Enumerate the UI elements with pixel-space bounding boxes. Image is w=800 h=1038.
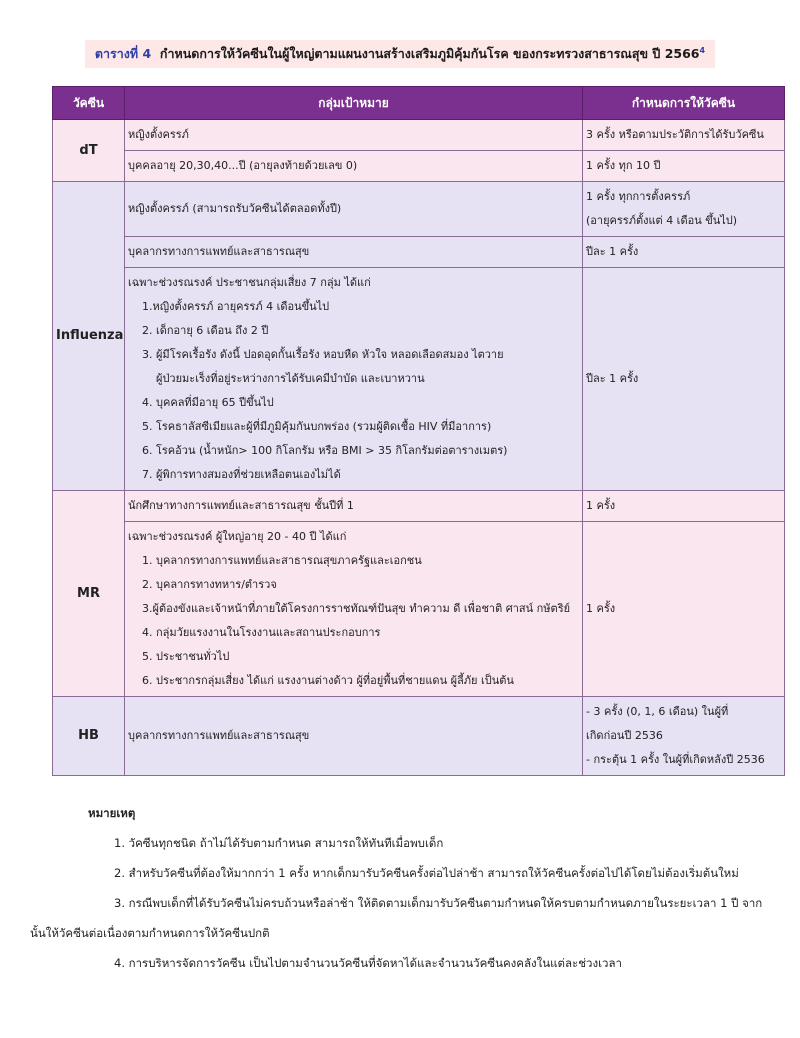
header-schedule: กำหนดการให้วัคซีน: [583, 87, 785, 120]
schedule-line: - กระตุ้น 1 ครั้ง ในผู้ที่เกิดหลังปี 2536: [586, 753, 765, 766]
list-item: 1. บุคลากรทางการแพทย์และสาธารณสุขภาครัฐและเอกชน: [142, 554, 422, 567]
schedule-cell: ปีละ 1 ครั้ง: [583, 237, 785, 268]
target-cell: บุคลากรทางการแพทย์และสาธารณสุข: [125, 697, 583, 776]
vaccine-name-mr: MR: [53, 491, 125, 697]
list-item: 4. บุคคลที่มีอายุ 65 ปีขึ้นไป: [142, 396, 274, 409]
list-item: 3.ผู้ต้องขังและเจ้าหน้าที่ภายใต้โครงการราชทัณฑ์ปันสุข ทำความ ดี เพื่อชาติ ศาสน์ กษัตริย์: [142, 602, 571, 615]
schedule-cell: 1 ครั้ง ทุก 10 ปี: [583, 151, 785, 182]
schedule-line: - 3 ครั้ง (0, 1, 6 เดือน) ในผู้ที่: [586, 705, 729, 718]
schedule-cell: 3 ครั้ง หรือตามประวัติการได้รับวัคซีน: [583, 120, 785, 151]
notes-section: [30, 798, 770, 978]
list-item: 6. โรคอ้วน (น้ำหนัก> 100 กิโลกรัม หรือ BMI > 35 กิโลกรัมต่อตารางเมตร): [142, 444, 508, 457]
table-row: [53, 697, 785, 776]
table-number: ตารางที่ 4: [94, 46, 152, 61]
list-item: ผู้ป่วยมะเร็งที่อยู่ระหว่างการได้รับเคมีบำบัด และเบาหวาน: [156, 372, 425, 385]
list-item: 6. ประชากรกลุ่มเสี่ยง ได้แก่ แรงงานต่างด้าว ผู้ที่อยู่พื้นที่ชายแดน ผู้ลี้ภัย เป็นต้น: [142, 674, 514, 687]
schedule-line: (อายุครรภ์ตั้งแต่ 4 เดือน ขึ้นไป): [586, 214, 738, 227]
table-row: [53, 268, 785, 491]
note-3: 3. กรณีพบเด็กที่ได้รับวัคซีนไม่ครบถ้วนหรือล่าช้า ให้ติดตามเด็กมารับวัคซีนตามกำหนดให้ครบตามกำหนดภายในระยะเวลา 1 ปี จากนั้นให้วัคซีนต่อเนื่องตามกำหนดการให้วัคซีนปกติ: [30, 896, 763, 940]
schedule-line: เกิดก่อนปี 2536: [586, 729, 663, 742]
title-footnote: 4: [699, 45, 706, 55]
group-intro: เฉพาะช่วงรณรงค์ ประชาชนกลุ่มเสี่ยง 7 กลุ่ม ได้แก่: [128, 276, 371, 289]
table-row: [53, 120, 785, 151]
table-row: [53, 237, 785, 268]
schedule-cell: 1 ครั้ง: [583, 522, 785, 697]
target-cell: นักศึกษาทางการแพทย์และสาธารณสุข ชั้นปีที่ 1: [125, 491, 583, 522]
vaccine-name-dt: dT: [53, 120, 125, 182]
schedule-cell: [583, 182, 785, 237]
table-title: [85, 40, 715, 68]
target-cell: บุคลากรทางการแพทย์และสาธารณสุข: [125, 237, 583, 268]
schedule-line: 1 ครั้ง ทุกการตั้งครรภ์: [586, 190, 691, 203]
table-row: [53, 151, 785, 182]
note-4: 4. การบริหารจัดการวัคซีน เป็นไปตามจำนวนวัคซีนที่จัดหาได้และจำนวนวัคซีนคงคลังในแต่ละช่วงเวลา: [114, 956, 622, 970]
table-title-text: กำหนดการให้วัคซีนในผู้ใหญ่ตามแผนงานสร้างเสริมภูมิคุ้มกันโรค ของกระทรวงสาธารณสุข ปี 2566: [159, 46, 700, 61]
list-item: 4. กลุ่มวัยแรงงานในโรงงานและสถานประกอบการ: [142, 626, 381, 639]
notes-heading: หมายเหตุ: [88, 806, 136, 820]
schedule-cell: 1 ครั้ง: [583, 491, 785, 522]
list-item: 5. โรคธาลัสซีเมียและผู้ที่มีภูมิคุ้มกันบกพร่อง (รวมผู้ติดเชื้อ HIV ที่มีอาการ): [142, 420, 492, 433]
list-item: 1.หญิงตั้งครรภ์ อายุครรภ์ 4 เดือนขึ้นไป: [142, 300, 330, 313]
table-row: [53, 522, 785, 697]
title-wrap: [0, 40, 800, 68]
group-intro: เฉพาะช่วงรณรงค์ ผู้ใหญ่อายุ 20 - 40 ปี ได้แก่: [128, 530, 347, 543]
target-cell: [125, 268, 583, 491]
note-2: 2. สำหรับวัคซีนที่ต้องให้มากกว่า 1 ครั้ง หากเด็กมารับวัคซีนครั้งต่อไปล่าช้า สามารถให้วัคซีนครั้งต่อไปได้โดยไม่ต้องเริ่มต้นใหม่: [114, 866, 739, 880]
list-item: 3. ผู้มีโรคเรื้อรัง ดังนี้ ปอดอุดกั้นเรื้อรัง หอบหืด หัวใจ หลอดเลือดสมอง ไตวาย: [142, 348, 504, 361]
note-1: 1. วัคซีนทุกชนิด ถ้าไม่ได้รับตามกำหนด สามารถให้ทันทีเมื่อพบเด็ก: [114, 836, 444, 850]
target-cell: หญิงตั้งครรภ์: [125, 120, 583, 151]
target-cell: [125, 522, 583, 697]
vaccine-name-influenza: Influenza: [53, 182, 125, 491]
list-item: 5. ประชาชนทั่วไป: [142, 650, 230, 663]
target-cell: บุคคลอายุ 20,30,40...ปี (อายุลงท้ายด้วยเลข 0): [125, 151, 583, 182]
vaccine-schedule-table: [52, 86, 785, 776]
header-vaccine: วัคซีน: [53, 87, 125, 120]
list-item: 2. บุคลากรทางทหาร/ตำรวจ: [142, 578, 277, 591]
schedule-cell: [583, 697, 785, 776]
list-item: 2. เด็กอายุ 6 เดือน ถึง 2 ปี: [142, 324, 269, 337]
list-item: 7. ผู้พิการทางสมองที่ช่วยเหลือตนเองไม่ได้: [142, 468, 341, 481]
vaccine-name-hb: HB: [53, 697, 125, 776]
header-target: กลุ่มเป้าหมาย: [125, 87, 583, 120]
table-row: [53, 491, 785, 522]
schedule-cell: ปีละ 1 ครั้ง: [583, 268, 785, 491]
target-cell: หญิงตั้งครรภ์ (สามารถรับวัคซีนได้ตลอดทั้งปี): [125, 182, 583, 237]
table-row: [53, 182, 785, 237]
